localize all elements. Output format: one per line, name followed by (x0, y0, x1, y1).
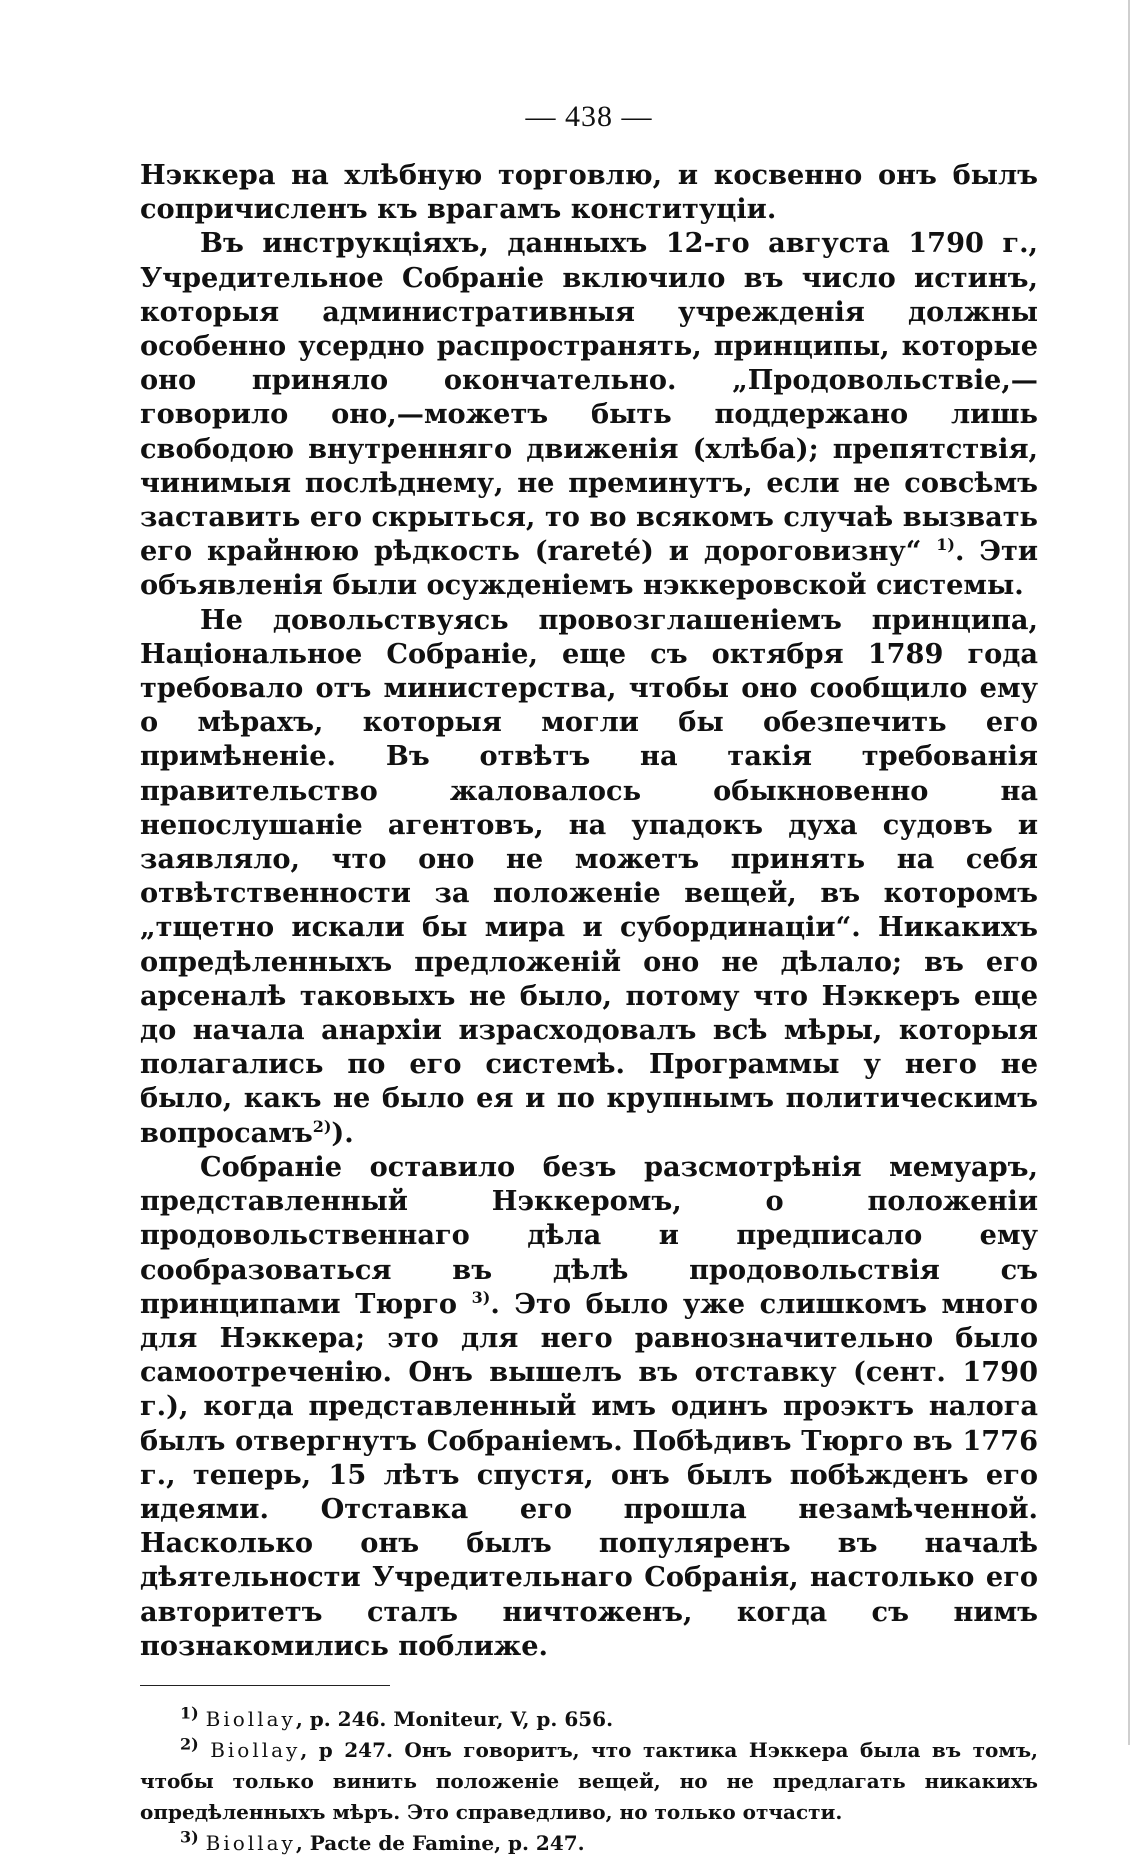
footnote-2-author: Biollay (210, 1737, 301, 1762)
paragraph-1: Нэккера на хлѣбную торговлю, и косвенно онъ былъ сопричисленъ къ врагамъ конституціи. (140, 159, 1038, 226)
footnote-3-mark: 3) (180, 1827, 199, 1847)
footnote-1-text: , p. 246. Moniteur, V, p. 656. (295, 1706, 614, 1731)
footnote-3-author: Biollay (205, 1830, 296, 1855)
paragraph-3-tail: ). (331, 1116, 354, 1149)
scan-edge-line (1128, 0, 1130, 1745)
footnotes (140, 1704, 1038, 1859)
footnote-divider (140, 1685, 390, 1686)
footnote-2-mark: 2) (180, 1734, 199, 1754)
page-number: — 438 — (525, 100, 653, 133)
footnote-ref-1[interactable]: 1) (936, 535, 955, 555)
footnote-2 (140, 1735, 1038, 1828)
footnote-ref-2[interactable]: 2) (312, 1116, 332, 1136)
book-page (140, 100, 1038, 1859)
footnote-3 (140, 1828, 1038, 1859)
footnote-2-text: , p 247. Онъ говоритъ, что тактика Нэккера была въ томъ, чтобы только винить положеніе вещей, но не предлагать никакихъ опредѣленныхъ мѣръ. Это справедливо, но только отчасти. (140, 1737, 1039, 1824)
paragraph-2-text: Въ инструкціяхъ, данныхъ 12-го августа 1790 г., Учредительное Собраніе включило въ число истинъ, которыя административныя учрежденія должны особенно усердно распространять, принципы, которые оно приняло окончательно. „Продовольствіе,—говорило оно,—можетъ быть поддержано лишь свободою внутренняго движенія (хлѣба); препятствія, чинимыя послѣднему, не преминутъ, если не совсѣмъ заставить его скрыться, то во всякомъ случаѣ вызвать его крайнюю рѣдкость (rareté) и дороговизну“ (140, 227, 1038, 568)
footnote-ref-3[interactable]: 3) (471, 1287, 491, 1307)
paragraph-2 (140, 226, 1038, 602)
paragraph-3-text: Не довольствуясь провозглашеніемъ принципа, Національное Собраніе, еще съ октября 1789 года требовало отъ министерства, чтобы оно сообщило ему о мѣрахъ, которыя могли бы обезпечить его примѣненіе. Въ отвѣтъ на такія требованія правительство жаловалось обыкновенно на непослушаніе агентовъ, на упадокъ духа судовъ и заявляло, что оно не можетъ принять на себя отвѣтственности за положеніе вещей, въ которомъ „тщетно искали бы мира и субординаціи“. Никакихъ опредѣленныхъ предложеній оно не дѣлало; въ его арсеналѣ таковыхъ не было, потому что Нэккеръ еще до начала анархіи израсходовалъ всѣ мѣры, которыя полагались по его системѣ. Программы у него не было, какъ не было ея и по крупнымъ политическимъ вопросамъ (140, 603, 1038, 1149)
paragraph-4-text: Собраніе оставило безъ разсмотрѣнія мемуаръ, представленный Нэккеромъ, о положеніи продовольственнаго дѣла и предписало ему сообразоваться въ дѣлѣ продовольствія съ принципами Тюрго (140, 1150, 1038, 1320)
paragraph-2-tail: . Эти объявленія были осужденіемъ нэккеровской системы. (140, 535, 1038, 602)
footnote-3-text: , Pacte de Famine, p. 247. (295, 1830, 585, 1855)
footnote-1 (140, 1704, 1038, 1735)
paragraph-3 (140, 603, 1038, 1150)
paragraph-4 (140, 1150, 1038, 1663)
footnote-1-author: Biollay (205, 1706, 296, 1731)
paragraph-4-tail: . Это было уже слишкомъ много для Нэккера; это для него равнозначительно было самоотреченію. Онъ вышелъ въ отставку (сент. 1790 г.), когда представленный имъ одинъ проэктъ налога былъ отвергнутъ Собраніемъ. Побѣдивъ Тюрго въ 1776 г., теперь, 15 лѣтъ спустя, онъ былъ побѣжденъ его идеями. Отставка его прошла незамѣченной. Насколько онъ былъ популяренъ въ началѣ дѣятельности Учредительнаго Собранія, настолько его авторитетъ сталъ ничтоженъ, когда съ нимъ познакомились поближе. (140, 1287, 1038, 1662)
main-text (140, 158, 1038, 1663)
footnote-1-mark: 1) (180, 1703, 199, 1723)
